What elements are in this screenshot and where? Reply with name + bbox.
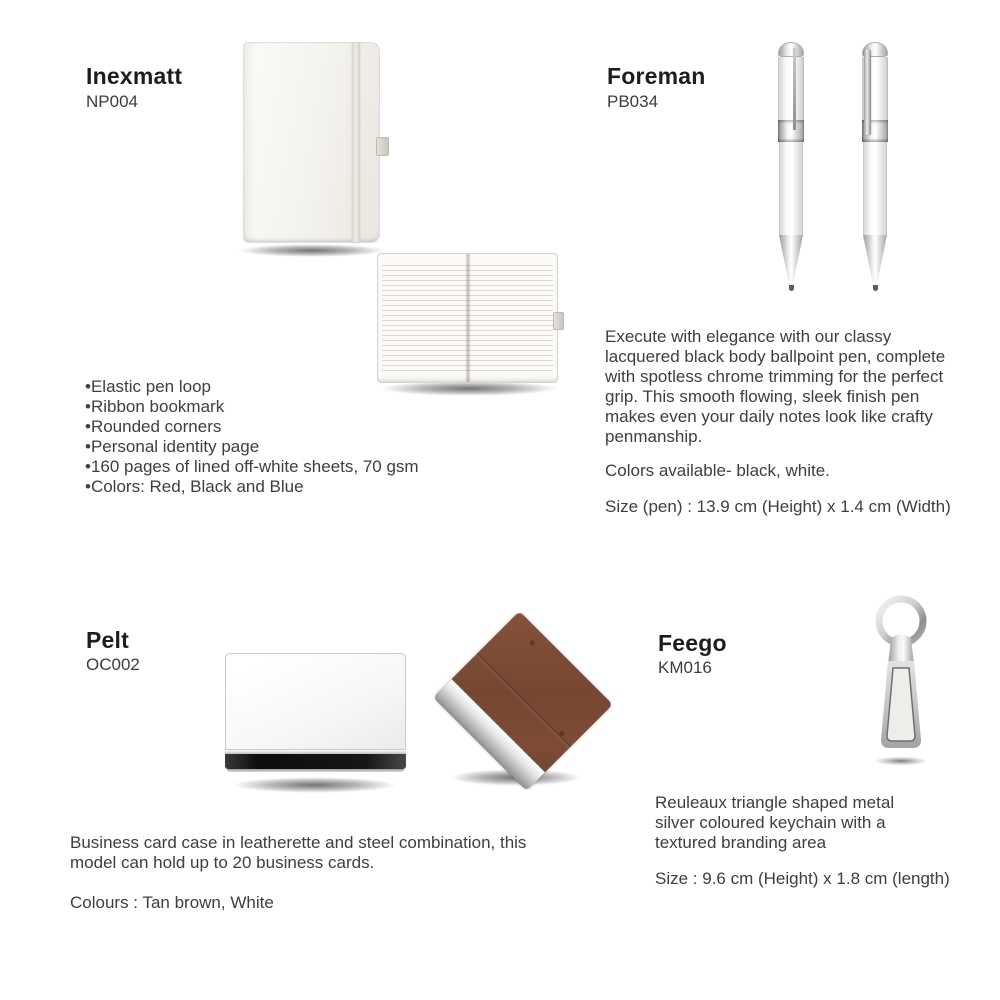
elastic-band [352,43,360,242]
product-name-heading: Foreman [607,63,706,89]
product-name-heading: Feego [658,630,727,656]
pen-cap-finial [778,42,804,57]
chrome-band [778,120,804,142]
keychain-image [853,577,949,772]
feature-item: •160 pages of lined off-white sheets, 70 gsm [85,457,419,476]
drop-shadow [232,777,397,793]
product-code: KM016 [658,658,712,677]
product-description: Execute with elegance with our classy lacquered black body ballpoint pen, complete with spotless chrome trimming for the perfect grip. This smooth flowing, sleek finish pen makes even your daily notes look like crafty penmanship. [605,327,946,446]
ballpoint-pen-side-image [862,42,888,294]
snap-stud [529,639,536,646]
pen-loop-tab [376,137,389,156]
case-lid [225,653,406,750]
pen-barrel [863,142,887,235]
pen-cone [779,235,803,284]
product-code: OC002 [86,655,140,674]
case-bottom-edge [227,769,404,772]
notebook-open-image [377,253,558,383]
pen-tip [789,285,794,291]
pen-cone [863,235,887,284]
card-case-open-image [457,640,589,762]
pen-clip [793,48,796,130]
keychain-svg [853,577,949,772]
ballpoint-pen-front-image [778,42,804,294]
product-code: NP004 [86,92,138,111]
feature-item: •Elastic pen loop [85,377,211,396]
drop-shadow [238,244,386,257]
feature-list [85,377,545,497]
pen-clip [864,49,871,135]
colors-line: Colors available- black, white. [605,461,830,480]
pen-loop-tab [553,312,564,330]
drop-shadow [874,757,928,766]
case-dark-band [225,754,406,769]
pen-tip [873,285,878,291]
notebook-closed-image [243,42,380,243]
feature-item: •Personal identity page [85,437,260,456]
product-description: Business card case in leatherette and steel combination, this model can hold up to 20 business cards. [70,833,527,872]
size-line: Size (pen) : 13.9 cm (Height) x 1.4 cm (Width) [605,497,951,516]
size-line: Size : 9.6 cm (Height) x 1.8 cm (length) [655,869,950,888]
product-name-heading: Pelt [86,627,129,653]
card-case-closed-image [225,653,406,772]
product-code: PB034 [607,92,659,111]
feature-item: •Ribbon bookmark [85,397,225,416]
leather-flap [433,611,613,791]
feature-item: •Colors: Red, Black and Blue [85,477,304,496]
feature-item: •Rounded corners [85,417,222,436]
spine [465,254,471,382]
keychain-neck [888,635,914,666]
pen-cap [778,57,804,120]
product-name-heading: Inexmatt [86,63,183,89]
pen-barrel [779,142,803,235]
product-description: Reuleaux triangle shaped metal silver coloured keychain with a textured branding area [655,793,895,852]
colours-line: Colours : Tan brown, White [70,893,274,912]
